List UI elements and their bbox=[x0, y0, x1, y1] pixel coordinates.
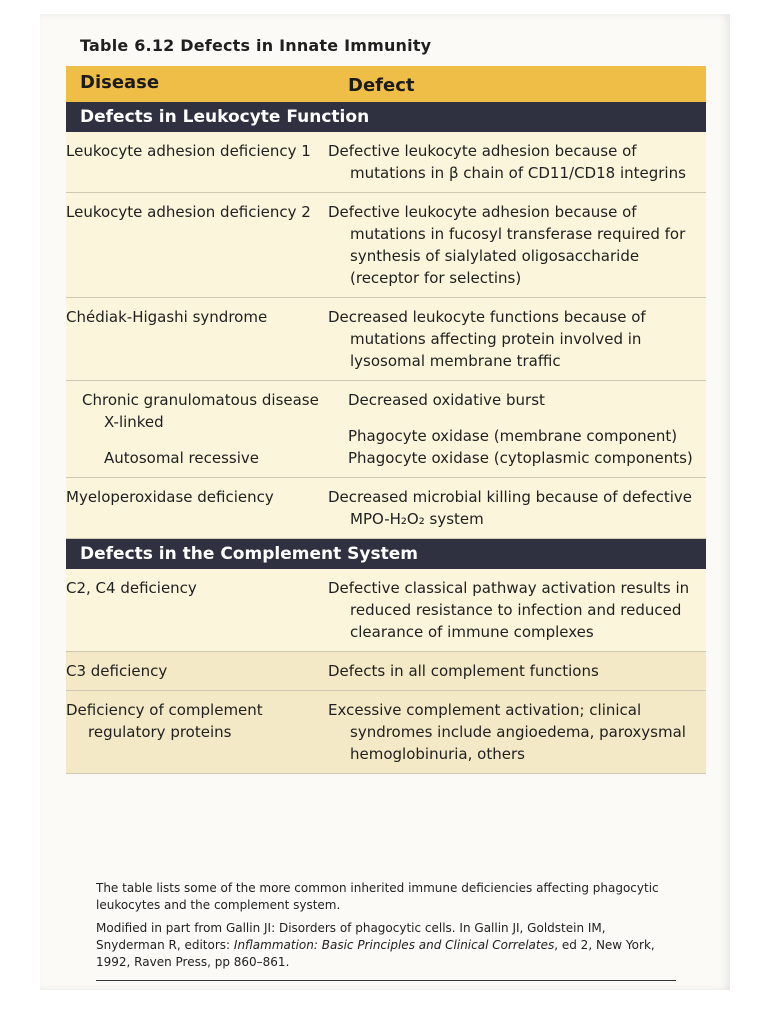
table-row bbox=[66, 132, 706, 193]
defect-cell: Defective classical pathway activation results in reduced resistance to infection and reduced clearance of immune complexes bbox=[328, 579, 690, 641]
footnote-summary: The table lists some of the more common inherited immune deficiencies affecting phagocytic leukocytes and the complement system. bbox=[96, 881, 659, 912]
citation-suffix: , ed 2, New York, 1992, Raven Press, pp 860–861. bbox=[96, 938, 655, 969]
disease-cell: Chédiak-Higashi syndrome bbox=[66, 308, 268, 326]
table-row bbox=[66, 691, 706, 774]
defect-cell: Defects in all complement functions bbox=[328, 662, 599, 680]
disease-cell: C2, C4 deficiency bbox=[66, 579, 197, 597]
defect-cell: Defective leukocyte adhesion because of mutations in β chain of CD11/CD18 integrins bbox=[328, 142, 686, 182]
table-footnotes bbox=[96, 880, 676, 977]
section-title: Defects in Leukocyte Function bbox=[80, 107, 370, 127]
table-row bbox=[66, 569, 706, 652]
defect-cell: Defective leukocyte adhesion because of mutations in fucosyl transferase required for synthesis of sialylated oligosaccharide (receptor for selectins) bbox=[328, 203, 686, 287]
table-row bbox=[66, 652, 706, 691]
disease-name: Chronic granulomatous disease bbox=[82, 391, 319, 409]
header-disease: Disease bbox=[80, 72, 160, 93]
disease-cell: Deficiency of complement regulatory proteins bbox=[66, 701, 263, 741]
subtype-defect: Phagocyte oxidase (cytoplasmic components) bbox=[348, 449, 693, 467]
table-title: Table 6.12 Defects in Innate Immunity bbox=[80, 36, 432, 55]
section-header-leukocyte bbox=[66, 102, 706, 132]
defect-cell: Excessive complement activation; clinical syndromes include angioedema, paroxysmal hemoglobinuria, others bbox=[328, 701, 686, 763]
immunity-defects-table bbox=[66, 66, 706, 774]
table-row bbox=[66, 381, 706, 478]
section-title: Defects in the Complement System bbox=[80, 544, 418, 564]
header-defect: Defect bbox=[348, 75, 415, 96]
defect-cell: Decreased microbial killing because of defective MPO-H₂O₂ system bbox=[328, 488, 693, 528]
subtype-name: X-linked bbox=[104, 413, 164, 431]
disease-cell: Leukocyte adhesion deficiency 2 bbox=[66, 203, 311, 221]
disease-cell: C3 deficiency bbox=[66, 662, 168, 680]
disease-cell: Myeloperoxidase deficiency bbox=[66, 488, 274, 506]
subtype-name: Autosomal recessive bbox=[104, 449, 260, 467]
footnote-citation bbox=[96, 920, 676, 971]
table-header bbox=[66, 66, 706, 102]
disease-cell bbox=[66, 381, 328, 477]
table-row bbox=[66, 193, 706, 298]
table-row bbox=[66, 478, 706, 539]
book-page bbox=[40, 14, 730, 990]
citation-book-title: Inflammation: Basic Principles and Clinical Correlates bbox=[233, 938, 555, 952]
disease-cell: Leukocyte adhesion deficiency 1 bbox=[66, 142, 311, 160]
citation-prefix: Modified in part from Gallin JI: Disorders of phagocytic cells. In Gallin JI, Goldstein IM, Snyderman R, editors: bbox=[96, 921, 606, 952]
defect-text: Decreased oxidative burst bbox=[348, 391, 545, 409]
subtype-defect: Phagocyte oxidase (membrane component) bbox=[348, 427, 678, 445]
defect-cell bbox=[328, 381, 706, 477]
bottom-rule bbox=[96, 980, 676, 981]
defect-cell: Decreased leukocyte functions because of mutations affecting protein involved in lysosomal membrane traffic bbox=[328, 308, 646, 370]
section-header-complement bbox=[66, 539, 706, 569]
table-row bbox=[66, 298, 706, 381]
